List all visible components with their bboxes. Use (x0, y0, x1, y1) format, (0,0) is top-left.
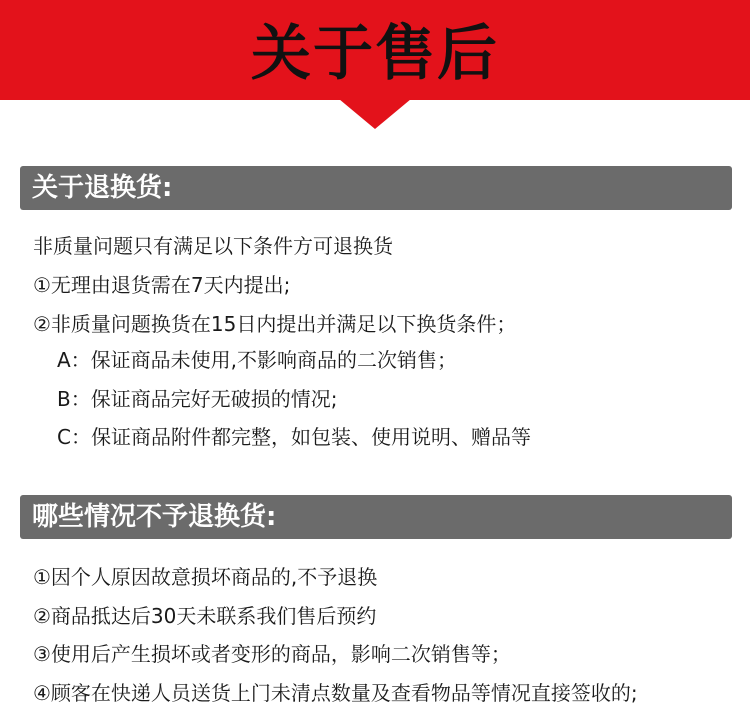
returns-line: ①无理由退货需在7天内提出; (33, 273, 291, 297)
exclusion-line: ③使用后产生损坏或者变形的商品，影响二次销售等； (33, 642, 511, 666)
banner-pointer (339, 99, 411, 129)
returns-condition: B：保证商品完好无破损的情况; (57, 387, 338, 411)
page-title: 关于售后 (251, 19, 499, 89)
section-title: 哪些情况不予退换货: (32, 502, 277, 532)
returns-line: 非质量问题只有满足以下条件方可退换货 (33, 234, 393, 258)
exclusion-line: ①因个人原因故意损坏商品的,不予退换 (33, 565, 378, 589)
returns-condition: C：保证商品附件都完整，如包装、使用说明、赠品等 (57, 425, 531, 449)
section-header-returns (20, 166, 732, 210)
section-header-exclusions (20, 495, 732, 539)
exclusion-line: ②商品抵达后30天未联系我们售后预约 (33, 604, 377, 628)
section-title: 关于退换货: (32, 173, 173, 203)
exclusion-line: ④顾客在快递人员送货上门未清点数量及查看物品等情况直接签收的; (33, 681, 638, 705)
returns-condition: A：保证商品未使用,不影响商品的二次销售； (57, 348, 458, 372)
returns-line: ②非质量问题换货在15日内提出并满足以下换货条件； (33, 312, 517, 336)
